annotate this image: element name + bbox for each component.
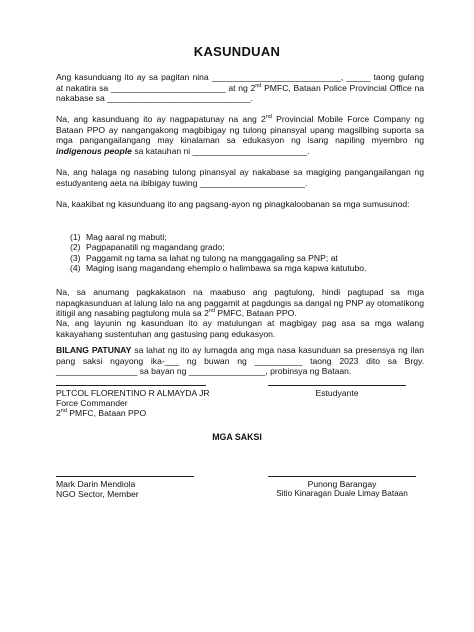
conditions-list xyxy=(70,232,424,274)
blank-party-name: ___________________________ xyxy=(211,72,341,82)
student-label: Estudyante xyxy=(315,388,359,398)
paragraph-commitment: Na, ang kasunduang ito ay nagpapatunay na ang 2nd Provincial Mobile Force Company ng Bataan PPO ay nangangakong magbibigay ng tulong pinansyal upang magsilbing suporta sa mga pangangailangang may kinalaman sa edukasyon ng isang napiling myembro ng indigenous people sa katauhan ni ________________________. xyxy=(56,114,424,156)
witnesses-heading: MGA SAKSI xyxy=(212,432,262,442)
document-title: KASUNDUAN xyxy=(193,44,281,59)
emphasis-indigenous-people: indigenous people xyxy=(56,145,132,156)
list-item: (3) Paggamit ng tama sa lahat ng tulong na manggagaling sa PNP; at xyxy=(70,252,338,263)
blank-age: _____ xyxy=(346,72,371,82)
paragraph-amount: Na, ang halaga ng nasabing tulong pinansyal ay nakabase sa magiging pangangailangan ng estudyanteng aeta na ibibigay tuwing ______________________. xyxy=(56,167,424,188)
witness-1-name: Mark Darin Mendiola xyxy=(56,479,136,489)
commander-title: Force Commander xyxy=(56,398,128,408)
commander-name: PLTCOL FLORENTINO R ALMAYDA JR xyxy=(56,388,210,398)
paragraph-purpose: Na, ang layunin ng kasunduan ito ay matulungan at magbigay pag asa sa mga walang kakayahang sustentuhan ang gastusing pang edukasyon. xyxy=(56,318,424,339)
signature-line-commander xyxy=(56,385,206,386)
signature-line-student xyxy=(268,385,406,386)
witness-1-role: NGO Sector, Member xyxy=(56,489,139,499)
witness-2-role: Punong Barangay xyxy=(307,479,377,489)
paragraph-attestation: BILANG PATUNAY sa lahat ng ito ay lumagda ang mga nasa kasunduan sa presensya ng ilan pang saksi ngayong ika-___ ng buwan ng __________ taong 2023 dito sa Brgy. _________________ sa bayan ng ________________, probinsya ng Bataan. xyxy=(56,345,425,377)
blank-location: ______________________________. xyxy=(107,93,253,104)
list-item: (2) Pagpapanatili ng magandang grado; xyxy=(70,242,225,253)
blank-schedule: ______________________. xyxy=(199,177,308,188)
signature-line-witness-2 xyxy=(268,476,416,477)
blank-day: ___ xyxy=(164,355,180,366)
blank-town: ________________, xyxy=(188,366,268,377)
list-item: (4) Maging isang magandang ehemplo o halimbawa sa mga kapwa katutubo. xyxy=(70,263,367,274)
blank-barangay: _________________ xyxy=(56,366,138,377)
witness-2-place: Sitio Kinaragan Duale Limay Bataan xyxy=(276,489,408,498)
blank-beneficiary: ________________________. xyxy=(192,145,310,156)
signature-line-witness-1 xyxy=(56,476,194,477)
commander-unit: 2nd PMFC, Bataan PPO xyxy=(56,408,147,418)
list-item: (1) Mag aaral ng mabuti; xyxy=(70,232,167,242)
blank-address: ________________________ xyxy=(110,82,226,93)
paragraph-termination: Na, sa anumang pagkakataon na maabuso ang pagtulong, hindi pagtupad sa mga napagkasunduan at lalung lalo na ang paggamit at pagdungis sa dangal ng PNP ay otomatikong ititigil ang nasabing pagtulong mula sa 2nd PMFC, Bataan PPO. xyxy=(56,287,424,319)
blank-month: __________ xyxy=(254,355,303,366)
paragraph-conditions-intro: Na, kaakibat ng kasunduang ito ang pagsang-ayon ng pinagkaloobanan sa mga sumusunod: xyxy=(56,199,410,209)
paragraph-parties: Ang kasunduang ito ay sa pagitan nina ___________________________, _____ taong gulang at nakatira sa ________________________ at ng 2nd PMFC, Bataan Police Provincial Office na nakabase sa ______________________________. xyxy=(56,72,425,104)
